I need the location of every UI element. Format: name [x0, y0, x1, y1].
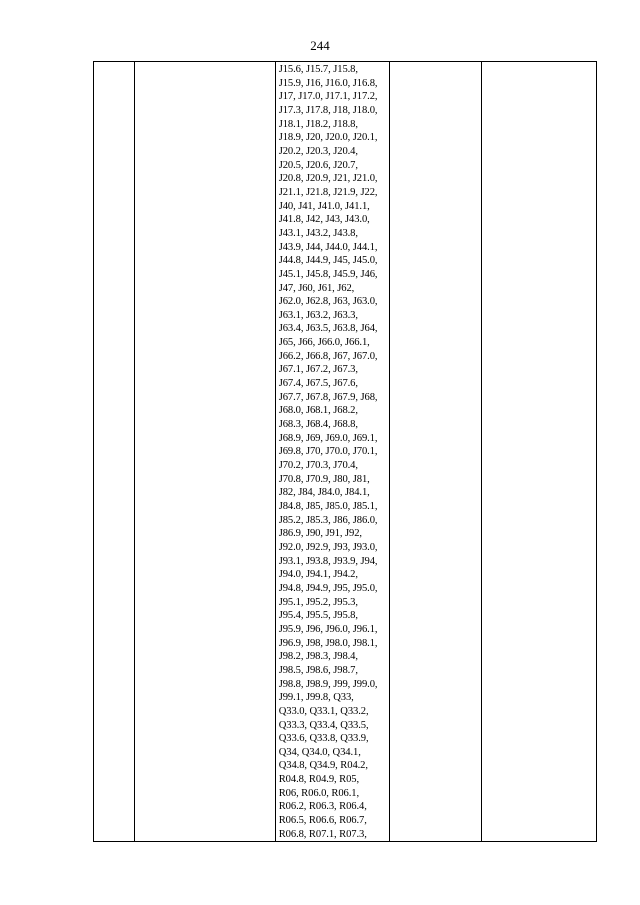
- code-line: J68.3, J68.4, J68.8,: [278, 419, 358, 431]
- code-line: J66.2, J66.8, J67, J67.0,: [278, 350, 378, 362]
- code-line: R06.2, R06.3, R06.4,: [278, 801, 367, 813]
- code-line: J67.4, J67.5, J67.6,: [278, 378, 358, 390]
- table-cell-col1: [94, 62, 135, 842]
- code-line: J82, J84, J84.0, J84.1,: [278, 487, 370, 499]
- code-line: Q33.3, Q33.4, Q33.5,: [278, 719, 369, 731]
- code-line: J15.9, J16, J16.0, J16.8,: [278, 77, 378, 89]
- code-line: J69.8, J70, J70.0, J70.1,: [278, 446, 378, 458]
- code-line: J17, J17.0, J17.1, J17.2,: [278, 91, 378, 103]
- code-line: R06.8, R07.1, R07.3,: [278, 828, 367, 840]
- code-line: J92.0, J92.9, J93, J93.0,: [278, 541, 378, 553]
- code-line: J94.8, J94.9, J95, J95.0,: [278, 582, 378, 594]
- code-line: J68.9, J69, J69.0, J69.1,: [278, 432, 378, 444]
- code-line: J15.6, J15.7, J15.8,: [278, 64, 358, 75]
- code-line: J20.5, J20.6, J20.7,: [278, 159, 358, 171]
- code-line: J99.1, J99.8, Q33,: [278, 692, 354, 704]
- code-line: R06, R06.0, R06.1,: [278, 787, 360, 799]
- code-line: J47, J60, J61, J62,: [278, 282, 355, 294]
- code-line: J98.2, J98.3, J98.4,: [278, 651, 358, 663]
- code-line: Q34.8, Q34.9, R04.2,: [278, 760, 368, 772]
- code-line: J70.2, J70.3, J70.4,: [278, 460, 358, 472]
- code-line: J95.9, J96, J96.0, J96.1,: [278, 623, 378, 635]
- code-line: J20.8, J20.9, J21, J21.0,: [278, 173, 378, 185]
- code-line: J62.0, J62.8, J63, J63.0,: [278, 296, 378, 308]
- table-row: [94, 62, 597, 842]
- code-line: J44.8, J44.9, J45, J45.0,: [278, 255, 378, 267]
- code-line: J41.8, J42, J43, J43.0,: [278, 214, 370, 226]
- code-line: J98.8, J98.9, J99, J99.0,: [278, 678, 378, 690]
- code-line: J20.2, J20.3, J20.4,: [278, 145, 358, 157]
- code-line: J18.9, J20, J20.0, J20.1,: [278, 132, 378, 144]
- code-line: J43.1, J43.2, J43.8,: [278, 227, 358, 239]
- code-line: J43.9, J44, J44.0, J44.1,: [278, 241, 378, 253]
- code-line: Q33.6, Q33.8, Q33.9,: [278, 733, 369, 745]
- code-line: R04.8, R04.9, R05,: [278, 774, 360, 786]
- code-line: J67.7, J67.8, J67.9, J68,: [278, 391, 378, 403]
- code-line: J84.8, J85, J85.0, J85.1,: [278, 501, 378, 512]
- table-cell-codes: [275, 62, 389, 842]
- document-table: [93, 61, 597, 842]
- diagnosis-codes-list: [276, 62, 389, 841]
- code-line: J95.4, J95.5, J95.8,: [278, 610, 358, 622]
- code-line: J65, J66, J66.0, J66.1,: [278, 337, 370, 349]
- code-line: J85.2, J85.3, J86, J86.0,: [278, 514, 378, 526]
- code-line: R06.5, R06.6, R06.7,: [278, 815, 367, 827]
- code-line: J70.8, J70.9, J80, J81,: [278, 473, 370, 485]
- code-line: J18.1, J18.2, J18.8,: [278, 118, 358, 130]
- code-line: J21.1, J21.8, J21.9, J22,: [278, 186, 378, 198]
- code-line: J67.1, J67.2, J67.3,: [278, 364, 358, 376]
- code-line: J17.3, J17.8, J18, J18.0,: [278, 104, 378, 116]
- code-line: J98.5, J98.6, J98.7,: [278, 664, 358, 676]
- code-line: J86.9, J90, J91, J92,: [278, 528, 362, 540]
- code-line: Q33.0, Q33.1, Q33.2,: [278, 705, 369, 717]
- code-line: J95.1, J95.2, J95.3,: [278, 596, 358, 608]
- page-number: 244: [310, 38, 330, 53]
- table-cell-col2: [135, 62, 276, 842]
- code-line: J68.0, J68.1, J68.2,: [278, 405, 358, 417]
- code-line: J63.1, J63.2, J63.3,: [278, 309, 358, 321]
- code-line: J96.9, J98, J98.0, J98.1,: [278, 637, 378, 649]
- table-cell-col4: [390, 62, 481, 842]
- code-line: J93.1, J93.8, J93.9, J94,: [278, 555, 378, 567]
- code-line: J94.0, J94.1, J94.2,: [278, 569, 358, 581]
- code-line: J40, J41, J41.0, J41.1,: [278, 200, 370, 212]
- code-line: Q34, Q34.0, Q34.1,: [278, 746, 361, 758]
- code-line: J63.4, J63.5, J63.8, J64,: [278, 323, 378, 335]
- code-line: J45.1, J45.8, J45.9, J46,: [278, 268, 378, 280]
- table-cell-col5: [481, 62, 596, 842]
